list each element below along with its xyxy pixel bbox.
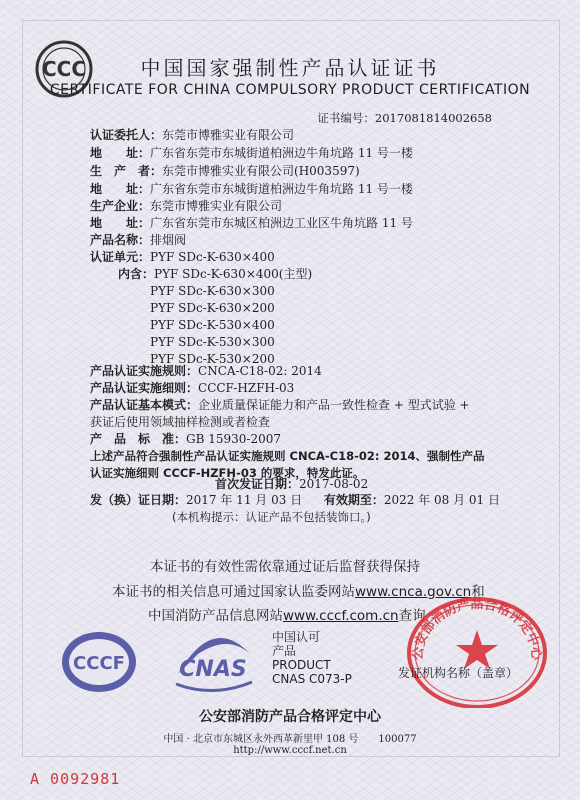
list-item: PYF SDc-K-630×200: [150, 301, 275, 315]
factory-row: 生产企业：东莞市博雅实业有限公司: [90, 199, 283, 213]
cert-unit-row: 认证单元：PYF SDc-K-630×400: [90, 250, 275, 264]
cnca-notice: 本证书的相关信息可通过国家认监委网站www.cnca.gov.cn和: [112, 584, 485, 600]
title-en: CERTIFICATE FOR CHINA COMPULSORY PRODUCT CERTIFICATION: [49, 82, 531, 98]
statement-line-2: 认证实施细则 CCCF-HZFH-03 的要求，特发此证。: [90, 466, 365, 480]
title-cn: 中国国家强制性产品认证证书: [140, 56, 440, 80]
cnas-logo-icon: [168, 624, 258, 698]
contents-row: 内含：PYF SDc-K-630×400(主型): [118, 267, 313, 281]
seal-text: 公安部消防产品合格评定中心: [410, 596, 544, 661]
cccf-notice: 中国消防产品信息网站www.cccf.com.cn查询: [148, 608, 426, 624]
cnca-link[interactable]: www.cnca.gov.cn: [355, 584, 472, 600]
reissue-row: 发（换）证日期：2017 年 11 月 03 日 有效期至：2022 年 08 月 01 日: [90, 493, 500, 507]
serial-number: A 0092981: [30, 770, 121, 788]
cccf-logo-text: CCCF: [73, 653, 125, 674]
cnas-logo-text: CNAS: [179, 657, 247, 682]
applicant-row: 认证委托人：东莞市博雅实业有限公司: [90, 128, 295, 142]
red-seal-stamp-icon: [402, 588, 552, 708]
standard-row: 产 品 标 准：GB 15930-2007: [90, 432, 282, 446]
applicant-address-row: 地 址：广东省东莞市东城街道柏洲边牛角坑路 11 号一楼: [90, 146, 413, 160]
manufacturer-row: 生 产 者：东莞市博雅实业有限公司(H003597): [90, 164, 360, 178]
issuer-stamp-label: 发证机构名称（盖章）: [398, 666, 519, 680]
mode-row-continued: 获证后使用领域抽样检测或者检查: [90, 415, 271, 429]
product-name-row: 产品名称：排烟阀: [90, 233, 187, 247]
issuer-address: 中国 · 北京市东城区永外西革新里甲 108 号 100077: [163, 734, 417, 745]
factory-address-row: 地 址：广东省东莞市东城区柏洲边工业区牛角坑路 11 号: [90, 216, 413, 230]
first-issue-row: 首次发证日期：2017-08-02: [215, 477, 369, 491]
rule-row: 产品认证实施规则：CNCA-C18-02: 2014: [90, 364, 322, 378]
ccc-logo-text: CCC: [41, 57, 87, 81]
statement-line-1: 上述产品符合强制性产品认证实施规则 CNCA-C18-02: 2014、强制性产品: [90, 449, 485, 463]
list-item: PYF SDc-K-630×400(主型): [154, 267, 313, 281]
issuer-name: 公安部消防产品合格评定中心: [199, 709, 381, 725]
list-item: PYF SDc-K-530×300: [150, 335, 275, 349]
note-row: (本机构提示：认证产品不包括装饰口。): [172, 510, 371, 524]
validity-notice: 本证书的有效性需依靠通过证后监督获得保持: [150, 559, 420, 575]
detail-rule-row: 产品认证实施细则：CCCF-HZFH-03: [90, 381, 295, 395]
cccf-link[interactable]: www.cccf.com.cn: [283, 608, 399, 624]
manufacturer-address-row: 地 址：广东省东莞市东城街道柏洲边牛角坑路 11 号一楼: [90, 182, 413, 196]
list-item: PYF SDc-K-630×300: [150, 284, 275, 298]
cccf-logo-icon: [60, 630, 138, 694]
list-item: PYF SDc-K-530×200: [150, 352, 275, 366]
issuer-website[interactable]: http://www.cccf.net.cn: [233, 745, 347, 756]
certificate-number: 证书编号：2017081814002658: [317, 111, 492, 125]
list-item: PYF SDc-K-530×400: [150, 318, 275, 332]
mode-row: 产品认证基本模式：企业质量保证能力和产品一致性检查 + 型式试验 +: [90, 398, 470, 412]
cnas-accreditation-text: 中国认可 产品 PRODUCT CNAS C073-P: [272, 630, 352, 686]
